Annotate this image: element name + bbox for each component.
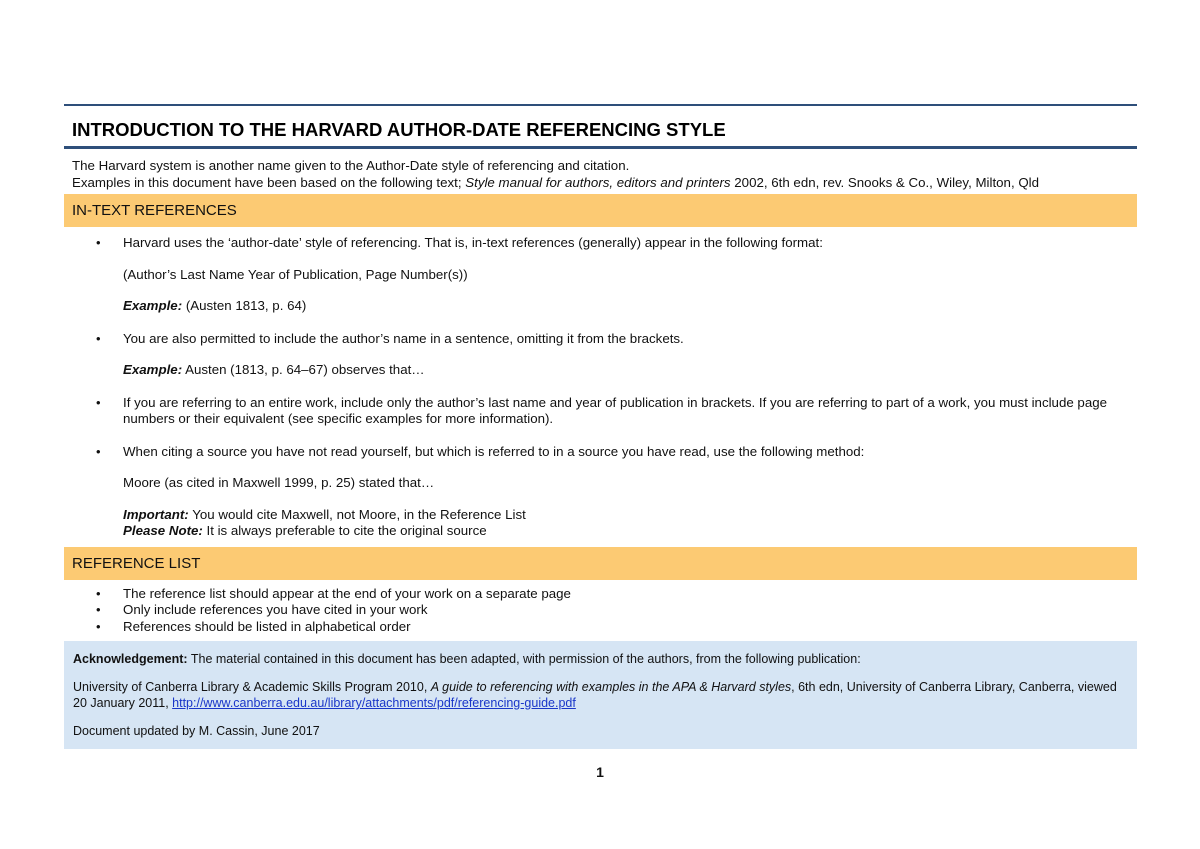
intro-line-1: The Harvard system is another name given to the Author-Date style of referencing and citation.: [72, 158, 630, 173]
list-item: [64, 235, 1137, 252]
document-page: [64, 104, 1137, 749]
bullet-text: When citing a source you have not read yourself, but which is referred to in a source you have read, use the following method:: [123, 443, 865, 459]
example-label: Example:: [123, 298, 183, 313]
important-line: [64, 507, 1137, 524]
intro-text: [64, 149, 1137, 194]
bullet-icon: •: [96, 330, 101, 346]
bullet-icon: •: [96, 585, 101, 601]
ack-line: [73, 651, 1127, 667]
page-number: 1: [596, 764, 604, 780]
ack-label: Acknowledgement:: [73, 652, 188, 666]
bullet-text: You are also permitted to include the author’s name in a sentence, omitting it from the brackets.: [123, 330, 684, 346]
intro-line-2: [72, 175, 1137, 192]
bullet-icon: •: [96, 443, 101, 459]
in-text-heading: IN-TEXT REFERENCES: [64, 194, 1137, 227]
bullet-icon: •: [96, 602, 101, 617]
bullet-text: Harvard uses the ‘author-date’ style of referencing. That is, in-text references (generally) appear in the following format:: [123, 235, 823, 250]
secondary-citation: Moore (as cited in Maxwell 1999, p. 25) stated that…: [123, 475, 435, 490]
in-text-section: [64, 227, 1137, 540]
important-text: You would cite Maxwell, not Moore, in the Reference List: [188, 506, 526, 522]
page-title: INTRODUCTION TO THE HARVARD AUTHOR-DATE REFERENCING STYLE: [72, 119, 726, 140]
citation-title: A guide to referencing with examples in the APA & Harvard styles: [430, 680, 792, 694]
intro-book-title: Style manual for authors, editors and printers: [465, 174, 731, 190]
example-text: Austen (1813, p. 64–67) observes that…: [182, 362, 425, 377]
example-line-1: [64, 298, 1137, 315]
citation-pre: University of Canberra Library & Academic Skills Program 2010,: [73, 680, 431, 694]
example-line-2: [64, 362, 1137, 379]
bullet-text: References should be listed in alphabetical order: [123, 618, 411, 634]
reference-list-heading: REFERENCE LIST: [64, 547, 1137, 580]
bullet-icon: •: [96, 618, 101, 634]
bullet-text: If you are referring to an entire work, include only the author’s last name and year of publication in brackets. If you are referring to part of a work, you must include page numbers or their equivalent (see specific examples for more information).: [123, 394, 1108, 426]
acknowledgement-box: [64, 641, 1137, 749]
note-text: It is always preferable to cite the original source: [202, 523, 487, 538]
list-item: [64, 602, 1137, 619]
example-label: Example:: [123, 362, 183, 377]
list-item: [64, 619, 1137, 636]
citation-post: , 6th edn, University of Canberra Library, Canberra, viewed 20 January 2011,: [73, 680, 1117, 710]
ack-citation: [73, 679, 1127, 711]
reference-guide-link[interactable]: http://www.canberra.edu.au/library/attachments/pdf/referencing-guide.pdf: [172, 696, 576, 710]
updated-line: Document updated by M. Cassin, June 2017: [73, 724, 320, 738]
list-item: [64, 331, 1137, 348]
example-text: (Austen 1813, p. 64): [182, 298, 307, 313]
list-item: [64, 444, 1137, 461]
reference-list-section: [64, 580, 1137, 636]
bullet-text: The reference list should appear at the end of your work on a separate page: [123, 585, 571, 601]
important-label: Important:: [123, 506, 189, 522]
intro-line-2-pre: Examples in this document have been based on the following text;: [72, 174, 466, 190]
bullet-icon: •: [96, 235, 101, 250]
format-line: (Author’s Last Name Year of Publication, Page Number(s)): [123, 266, 468, 282]
bullet-icon: •: [96, 394, 101, 410]
list-item: [64, 586, 1137, 603]
intro-line-2-post: 2002, 6th edn, rev. Snooks & Co., Wiley, Milton, Qld: [730, 174, 1040, 190]
note-line: [64, 523, 1137, 540]
note-label: Please Note:: [123, 523, 203, 538]
list-item: [64, 395, 1137, 428]
bullet-text: Only include references you have cited in your work: [123, 602, 428, 617]
ack-text: The material contained in this document has been adapted, with permission of the authors, from the following publication:: [187, 652, 861, 666]
